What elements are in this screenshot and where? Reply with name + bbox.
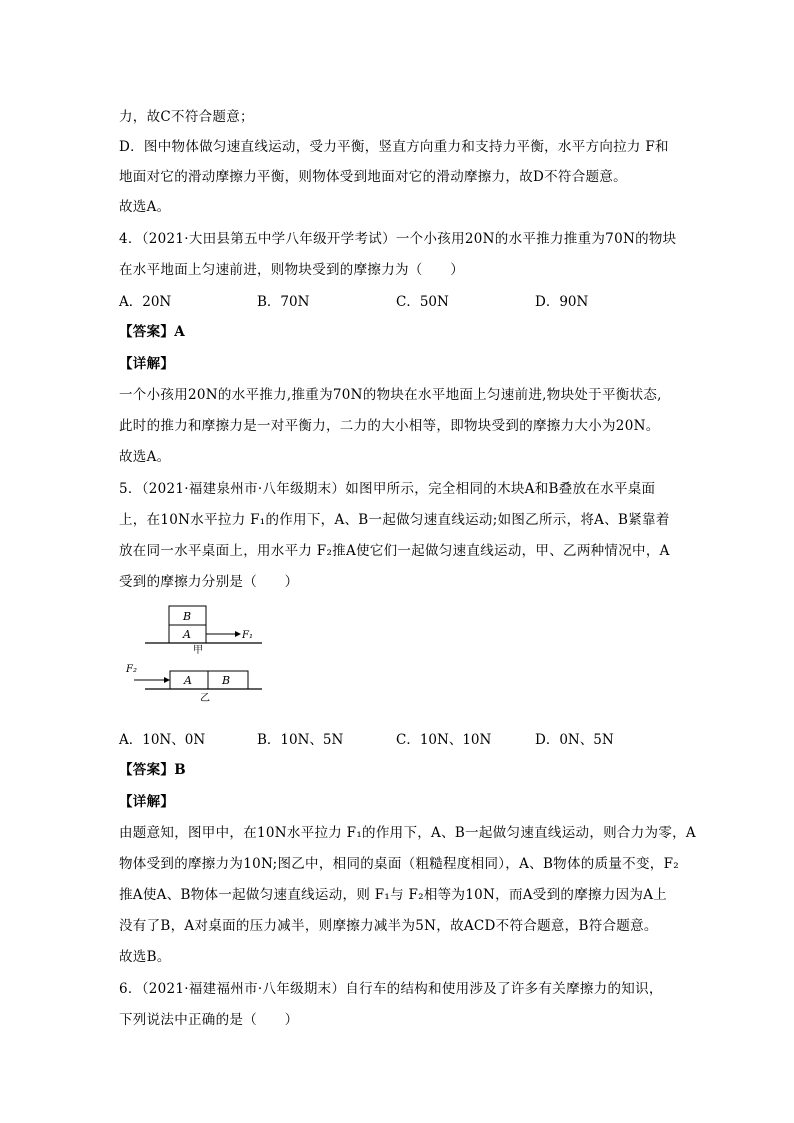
answer-label: 【答案】B xyxy=(119,762,186,778)
text-line: 故选A。 xyxy=(119,449,171,465)
blocks-figure xyxy=(126,603,270,704)
text-line: 推A使A、B物体一起做匀速直线运动，则 F₁与 F₂相等为10N，而A受到的摩擦力因为A上 xyxy=(119,887,668,903)
option-c: C．50N xyxy=(396,294,449,310)
detail-heading: 【详解】 xyxy=(119,356,175,372)
question-6-stem: 6．（2021·福建福州市·八年级期末）自行车的结构和使用涉及了许多有关摩擦力的知识， xyxy=(119,981,663,997)
question-5-stem: 受到的摩擦力分别是（ ） xyxy=(119,574,299,590)
block-label: B xyxy=(183,610,192,623)
option-b: B．10N、5N xyxy=(257,732,344,748)
text-line: D．图中物体做匀速直线运动，受力平衡，竖直方向重力和支持力平衡，水平方向拉力 F和 xyxy=(119,139,669,155)
question-5-stem: 上，在10N水平拉力 F₁的作用下，A、B一起做匀速直线运动;如图乙所示，将A、B紧靠着 xyxy=(119,512,670,528)
text-line: 此时的推力和摩擦力是一对平衡力，二力的大小相等，即物块受到的摩擦力大小为20N。 xyxy=(119,418,660,434)
option-a: A．20N xyxy=(119,294,172,310)
question-6-stem: 下列说法中正确的是（ ） xyxy=(119,1012,299,1028)
text-line: 一个小孩用20N的水平推力,推重为70N的物块在水平地面上匀速前进,物块处于平衡状态, xyxy=(119,387,662,403)
block-label: A xyxy=(184,674,192,687)
text-line: 由题意知，图甲中，在10N水平拉力 F₁的作用下，A、B一起做匀速直线运动，则合力为零，A xyxy=(119,825,696,841)
option-a: A．10N、0N xyxy=(119,732,206,748)
option-d: D．0N、5N xyxy=(535,732,614,748)
figure-caption: 甲 xyxy=(193,645,203,656)
block-label: A xyxy=(183,628,191,641)
figure-caption: 乙 xyxy=(200,693,210,704)
question-4-stem: 4．（2021·大田县第五中学八年级开学考试）一个小孩用20N的水平推力推重为70N的物块 xyxy=(119,231,677,247)
text-line: 没有了B，A对桌面的压力减半，则摩擦力减半为5N，故ACD不符合题意，B符合题意。 xyxy=(119,918,658,934)
force-label: F₂ xyxy=(126,664,137,675)
text-line: 物体受到的摩擦力为10N;图乙中，相同的桌面（粗糙程度相同），A、B物体的质量不变，F₂ xyxy=(119,856,679,872)
force-label: F₁ xyxy=(242,630,253,641)
text-line: 故选B。 xyxy=(119,949,171,965)
question-5-stem: 放在同一水平桌面上，用水平力 F₂推A使它们一起做匀速直线运动，甲、乙两种情况中，A xyxy=(119,543,670,559)
question-4-stem: 在水平地面上匀速前进，则物块受到的摩擦力为（ ） xyxy=(119,262,464,278)
detail-heading: 【详解】 xyxy=(119,794,175,810)
arrow-head xyxy=(164,677,170,683)
text-line: 地面对它的滑动摩擦力平衡，则物体受到地面对它的滑动摩擦力，故D不符合题意。 xyxy=(119,169,627,185)
option-d: D．90N xyxy=(535,294,589,310)
text-line: 力，故C不符合题意； xyxy=(119,109,254,125)
answer-label: 【答案】A xyxy=(119,324,185,340)
option-c: C．10N、10N xyxy=(396,732,492,748)
question-5-stem: 5．（2021·福建泉州市·八年级期末）如图甲所示，完全相同的木块A和B叠放在水平桌面 xyxy=(119,481,656,497)
option-b: B．70N xyxy=(257,294,310,310)
arrow-head xyxy=(235,631,241,637)
text-line: 故选A。 xyxy=(119,199,171,215)
block-label: B xyxy=(222,674,231,687)
